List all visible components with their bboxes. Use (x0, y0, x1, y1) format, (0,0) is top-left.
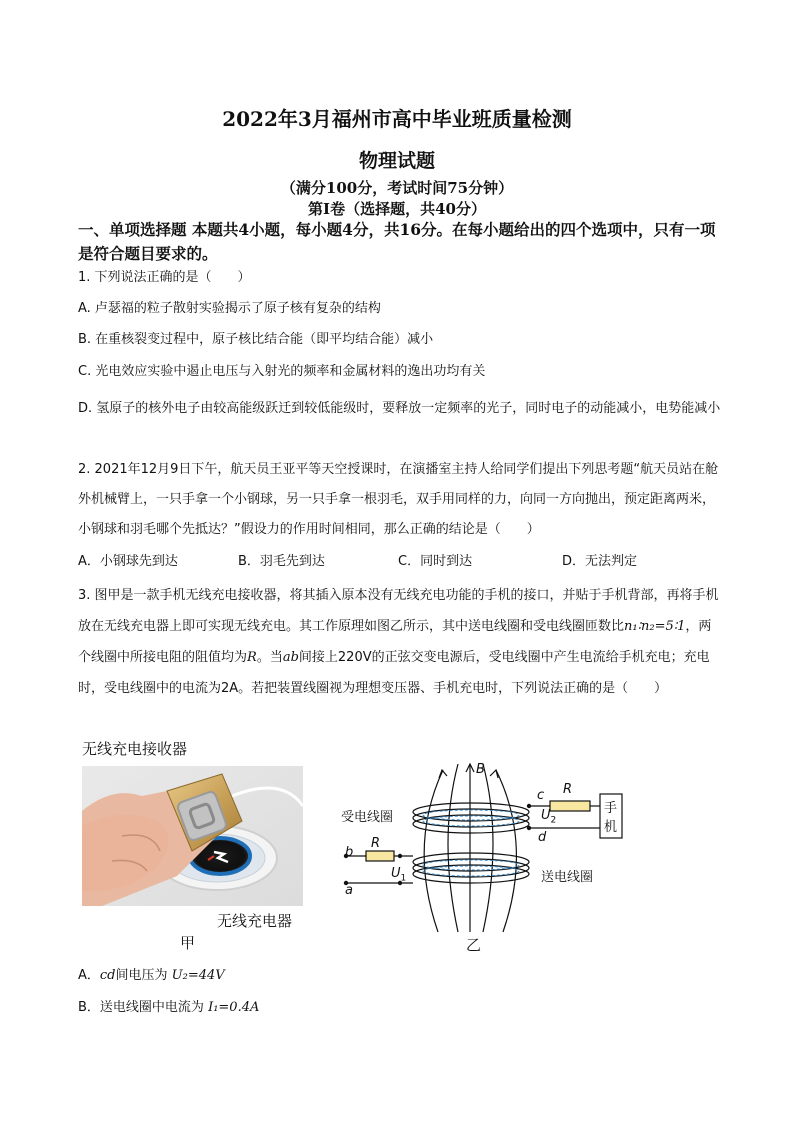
voltage-u1-symbol: U (391, 866, 401, 881)
q3-option-b-eq: I₁=0.4A (208, 1000, 260, 1015)
q2-option-c: C．同时到达 (398, 554, 473, 569)
q1-option-d: D. 氢原子的核外电子由较高能级跃迁到较低能级时，要释放一定频率的光子，同时电子的动能减小，电势能减小 (78, 401, 721, 416)
q3-option-a-text: 间电压为 (115, 968, 168, 983)
receiver-label: 无线充电接收器 (82, 740, 188, 758)
q3-stem-part1: 3. 图甲是一款手机无线充电接收器，将其插入原本没有无线充电功能的手机的接口，并贴于手机背部，再将手机放在无线充电器上即可实现无线充电。其工作原理如图乙所示，其中送电线圈和受电线圈匝数比 (78, 588, 719, 634)
q2-option-d: D．无法判定 (562, 554, 638, 569)
q1-option-b: B. 在重核裂变过程中，原子核比结合能（即平均结合能）减小 (78, 332, 434, 347)
exam-note: （满分100分，考试时间75分钟） (280, 179, 514, 197)
terminal-c: c (537, 788, 545, 803)
resistor-lower-label: R (371, 836, 381, 851)
phone-label-1: 手 (604, 801, 618, 816)
charger-photo (82, 766, 303, 906)
subject-title: 物理试题 (358, 150, 435, 172)
q3-option-a-prefix: A． (78, 968, 100, 983)
terminal-a: a (345, 883, 353, 898)
section-heading: 一、单项选择题 本题共4小题，每小题4分，共16分。在每小题给出的四个选项中，只有一项是符合题目要求的。 (78, 220, 716, 263)
q2-stem: 2. 2021年12月9日下午，航天员王亚平等天空授课时，在演播室主持人给同学们提出下列思考题“航天员站在舱外机械臂上，一只手拿一个小钢球，另一只手拿一根羽毛，双手用同样的力，向同一方向抛出，预定距离两米，小钢球和羽毛哪个先抵达？”假设力的作用时间相同，那么正确的结论是（ ） (78, 462, 719, 537)
figure-jia-caption: 甲 (180, 934, 196, 952)
transformer-diagram (338, 760, 638, 935)
receive-coil-label: 受电线圈 (341, 810, 394, 825)
q1-option-c: C. 光电效应实验中遏止电压与入射光的频率和金属材料的逸出功均有关 (78, 364, 486, 379)
q3-stem-part4: 间接上220V的正弦交变电源后，受电线圈中产生电流给手机充电；充电时，受电线圈中的电流为2A。若把装置线圈视为理想变压器、手机充电时，下列说法正确的是（ ） (78, 650, 710, 696)
q3-option-a (78, 966, 724, 986)
q3-resistor-symbol: R (247, 650, 257, 665)
send-coil-label: 送电线圈 (541, 870, 594, 885)
q1-stem: 1. 下列说法正确的是（ ） (78, 270, 251, 285)
q3-stem-part3: 。当 (256, 650, 283, 665)
q1-option-a: A. 卢瑟福的粒子散射实验揭示了原子核有复杂的结构 (78, 301, 381, 316)
figure-yi-caption: 乙 (466, 936, 482, 954)
q3-option-a-eq: U₂=44V (171, 968, 225, 983)
q3-ratio: n₁∶n₂=5∶1 (624, 619, 686, 634)
q3-option-a-var: cd (99, 968, 116, 983)
terminal-d: d (538, 830, 547, 845)
q3-stem (78, 580, 724, 704)
voltage-u1 (391, 866, 406, 884)
q2-option-b: B．羽毛先到达 (238, 554, 325, 569)
voltage-u2-symbol: U (541, 808, 551, 823)
voltage-u1-sub: 1 (400, 873, 407, 884)
q3-option-b-prefix: B．送电线圈中电流为 (78, 1000, 204, 1015)
q3-terminals: ab (282, 650, 299, 665)
exam-title: 2022年3月福州市高中毕业班质量检测 (222, 107, 572, 131)
voltage-u2 (541, 808, 556, 826)
part-title: 第Ⅰ卷（选择题，共40分） (308, 200, 486, 218)
q2-option-a: A．小钢球先到达 (78, 554, 178, 569)
resistor-upper-label: R (563, 782, 573, 797)
field-b-label: B (476, 762, 485, 777)
charger-label: 无线充电器 (217, 912, 293, 930)
voltage-u2-sub: 2 (550, 815, 557, 826)
phone-label-2: 机 (604, 820, 618, 835)
q3-stem-part2: ，两个线圈中所接电阻的阻值均为 (78, 619, 712, 665)
terminal-b: b (345, 845, 354, 860)
q3-option-b (78, 998, 724, 1018)
